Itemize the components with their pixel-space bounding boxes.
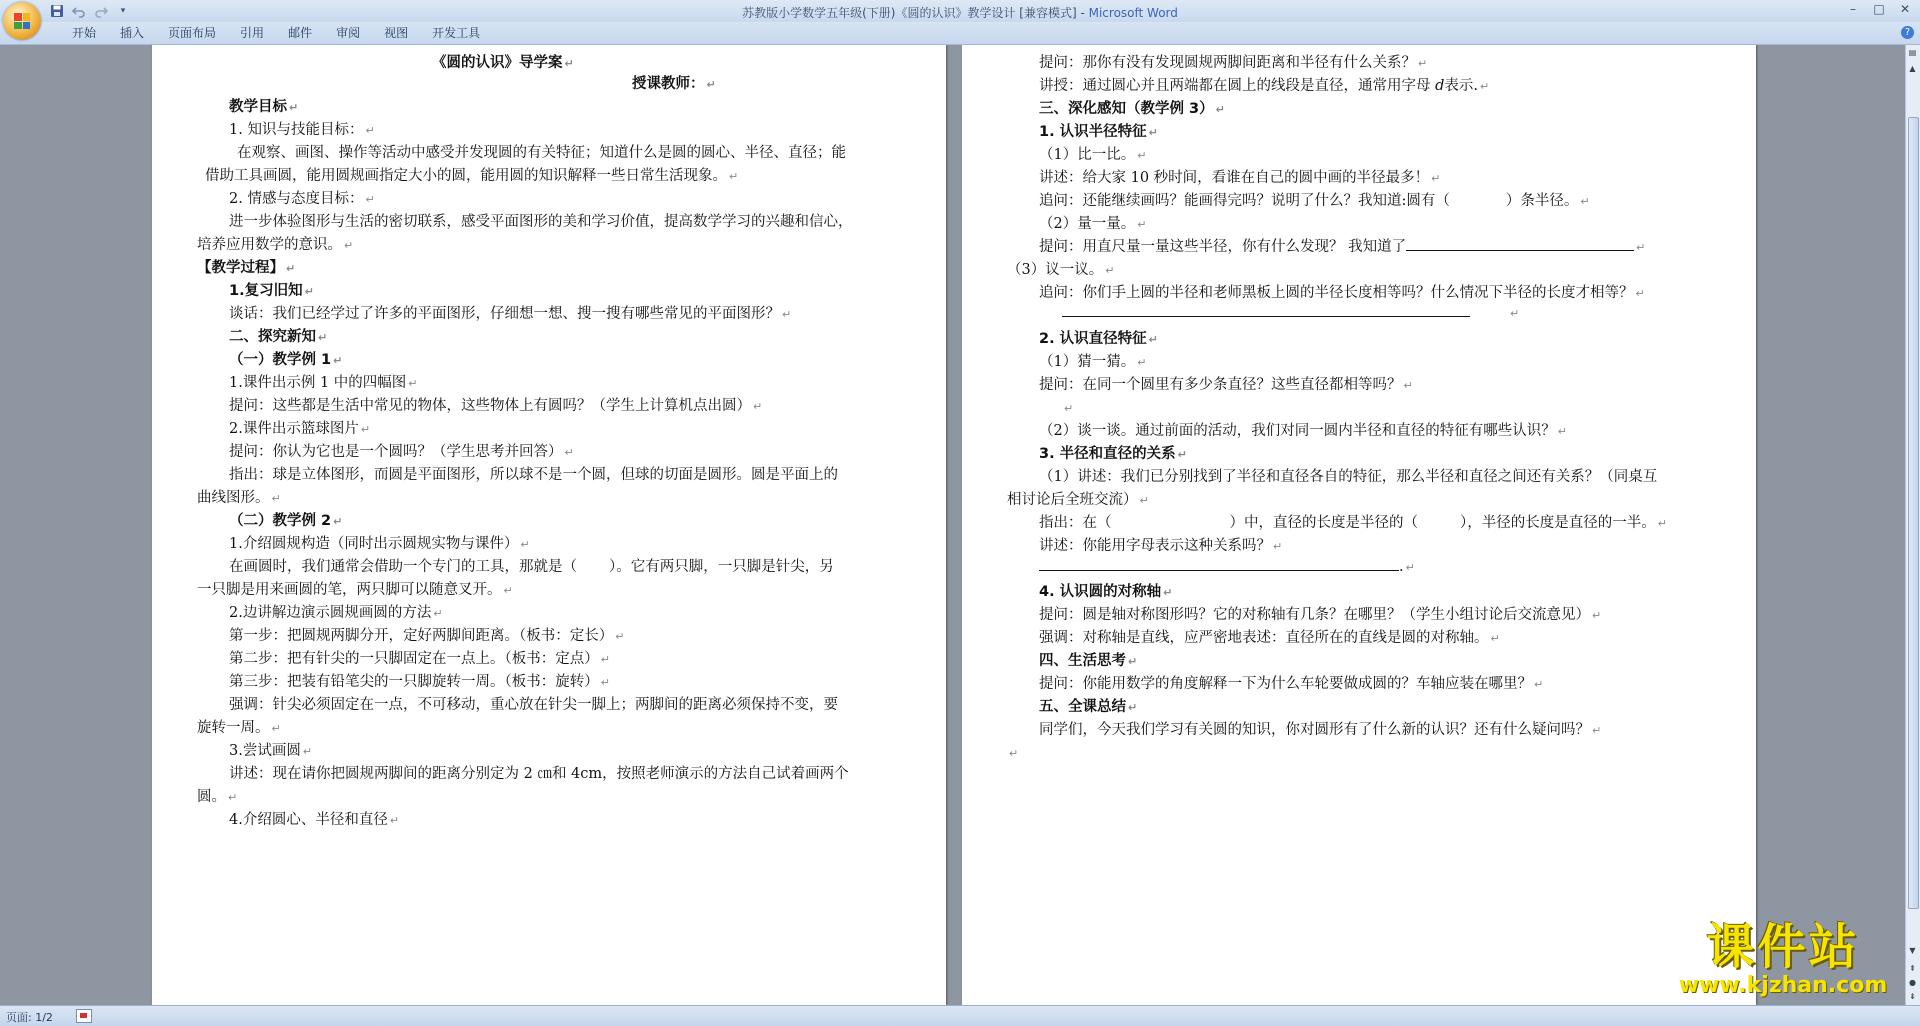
site-watermark-logo bbox=[1668, 920, 1898, 1006]
paragraph: （2）量一量。 ↵ bbox=[1039, 216, 1147, 232]
paragraph: 圆。 ↵ bbox=[197, 789, 238, 805]
subsection-heading: 3. 半径和直径的关系 ↵ bbox=[1039, 446, 1187, 462]
paragraph: 第一步：把圆规两脚分开，定好两脚间距离。（板书：定长） ↵ bbox=[229, 628, 625, 644]
paragraph: 提问：你认为它也是一个圆吗？（学生思考并回答） ↵ bbox=[229, 444, 574, 460]
paragraph: 在画圆时，我们通常会借助一个专门的工具，那就是（ ）。它有两只脚，一只脚是针尖，另 bbox=[229, 559, 834, 575]
section-heading: 【教学过程】 ↵ bbox=[197, 260, 296, 276]
paragraph: 指出：球是立体图形，而圆是平面图形，所以球不是一个圆，但球的切面是圆形。圆是平面上的 bbox=[229, 467, 838, 483]
tab-insert[interactable]: 插入 bbox=[120, 26, 145, 40]
subsection-heading: 1.复习旧知 ↵ bbox=[229, 283, 314, 299]
paragraph: 提问：圆是轴对称图形吗？它的对称轴有几条？在哪里？（学生小组讨论后交流意见） ↵ bbox=[1039, 607, 1602, 623]
select-browse-object-icon[interactable]: ● bbox=[1909, 978, 1916, 987]
paragraph: 指出：在（ ）中，直径的长度是半径的（ ），半径的长度是直径的一半。 ↵ bbox=[1039, 515, 1667, 531]
paragraph: . ↵ bbox=[1039, 557, 1415, 578]
paragraph: 2.课件出示篮球图片 ↵ bbox=[229, 421, 371, 437]
paragraph: 旋转一周。 ↵ bbox=[197, 720, 281, 736]
paragraph: 借助工具画圆，能用圆规画指定大小的圆，能用圆的知识解释一些日常生活现象。 ↵ bbox=[205, 168, 739, 184]
paragraph: 相讨论后全班交流） ↵ bbox=[1007, 492, 1149, 508]
page-indicator[interactable]: 页面: 1/2 bbox=[6, 1011, 53, 1024]
paragraph: 提问：你能用数学的角度解释一下为什么车轮要做成圆的？车轴应装在哪里？ ↵ bbox=[1039, 676, 1544, 692]
minimize-button[interactable]: – bbox=[1850, 2, 1856, 16]
paragraph: 强调：对称轴是直线，应严密地表述：直径所在的直线是圆的对称轴。 ↵ bbox=[1039, 630, 1500, 646]
customize-toolbar-icon[interactable]: ▾ bbox=[120, 6, 126, 16]
tab-references[interactable]: 引用 bbox=[240, 26, 265, 40]
scrollbar-thumb[interactable] bbox=[1908, 117, 1919, 909]
paragraph: 谈话：我们已经学过了许多的平面图形，仔细想一想、搜一搜有哪些常见的平面图形？ ↵ bbox=[229, 306, 792, 322]
paragraph: 一只脚是用来画圆的笔，两只脚可以随意叉开。 ↵ bbox=[197, 582, 513, 598]
paragraph: 提问：在同一个圆里有多少条直径？这些直径都相等吗？ ↵ bbox=[1039, 377, 1413, 393]
section-heading: 四、生活思考 ↵ bbox=[1039, 653, 1138, 669]
paragraph: 2. 情感与态度目标： ↵ bbox=[229, 191, 375, 207]
document-page-2[interactable] bbox=[962, 45, 1756, 1005]
paragraph: （3）议一议。 ↵ bbox=[1007, 262, 1115, 278]
tab-review[interactable]: 审阅 bbox=[336, 26, 361, 40]
paragraph: 4.介绍圆心、半径和直径 ↵ bbox=[229, 812, 400, 828]
tab-page-layout[interactable]: 页面布局 bbox=[168, 26, 217, 40]
subsection-heading: 1. 认识半径特征 ↵ bbox=[1039, 124, 1158, 140]
title-bar bbox=[0, 0, 1920, 22]
scroll-up-icon[interactable]: ▲ bbox=[1909, 64, 1916, 73]
answer-blank[interactable] bbox=[1039, 570, 1399, 571]
paragraph: 2.边讲解边演示圆规画圆的方法 ↵ bbox=[229, 605, 443, 621]
paragraph: 曲线图形。 ↵ bbox=[197, 490, 281, 506]
maximize-button[interactable]: □ bbox=[1873, 2, 1885, 16]
previous-page-icon[interactable]: ⇞ bbox=[1909, 964, 1916, 973]
app-name: Microsoft Word bbox=[1088, 6, 1178, 20]
vertical-scrollbar[interactable] bbox=[1905, 45, 1920, 1005]
answer-blank[interactable] bbox=[1406, 250, 1634, 251]
section-heading: 三、深化感知（教学例 3） ↵ bbox=[1039, 101, 1225, 117]
section-heading: 五、全课总结 ↵ bbox=[1039, 699, 1138, 715]
ribbon-tabs bbox=[60, 25, 492, 42]
office-button[interactable] bbox=[3, 2, 41, 40]
watermark-title: 课件站 bbox=[1706, 919, 1860, 975]
paragraph: （1）猜一猜。 ↵ bbox=[1039, 354, 1147, 370]
document-title: 苏教版小学数学五年级(下册)《圆的认识》教学设计 [兼容模式] bbox=[742, 6, 1077, 20]
proofing-status-icon[interactable] bbox=[76, 1009, 92, 1023]
paragraph: ↵ bbox=[1064, 402, 1074, 415]
paragraph: 提问：那你有没有发现圆规两脚间距离和半径有什么关系？ ↵ bbox=[1039, 55, 1428, 71]
section-heading: 教学目标 ↵ bbox=[229, 99, 299, 115]
paragraph: 讲述：给大家 10 秒时间，看谁在自己的圆中画的半径最多！ ↵ bbox=[1039, 170, 1441, 186]
office-logo-icon bbox=[14, 13, 30, 29]
document-page-1[interactable] bbox=[152, 45, 946, 1005]
paragraph: 提问：用直尺量一量这些半径，你有什么发现？ 我知道了 ↵ bbox=[1039, 239, 1646, 255]
paragraph: 1.介绍圆规构造（同时出示圆规实物与课件） ↵ bbox=[229, 536, 530, 552]
subsection-heading: 2. 认识直径特征 ↵ bbox=[1039, 331, 1158, 347]
paragraph: 3.尝试画圆 ↵ bbox=[229, 743, 313, 759]
paragraph: 第二步：把有针尖的一只脚固定在一点上。（板书：定点） ↵ bbox=[229, 651, 610, 667]
paragraph: 同学们，今天我们学习有关圆的知识，你对圆形有了什么新的认识？还有什么疑问吗？ ↵ bbox=[1039, 722, 1602, 738]
doc-title: 《圆的认识》导学案 ↵ bbox=[432, 55, 574, 71]
subsection-heading: （二）教学例 2 ↵ bbox=[229, 513, 343, 529]
subsection-heading: 4. 认识圆的对称轴 ↵ bbox=[1039, 584, 1173, 600]
paragraph: （2）谈一谈。通过前面的活动，我们对同一圆内半径和直径的特征有哪些认识？ ↵ bbox=[1039, 423, 1567, 439]
teacher-line: 授课教师： ↵ bbox=[632, 76, 716, 92]
tab-home[interactable]: 开始 bbox=[72, 26, 97, 40]
ribbon-tab-bar bbox=[0, 22, 1920, 45]
next-page-icon[interactable]: ⇟ bbox=[1909, 992, 1916, 1001]
help-icon[interactable]: ? bbox=[1901, 26, 1914, 39]
window-controls bbox=[1840, 0, 1918, 18]
tab-view[interactable]: 视图 bbox=[384, 26, 409, 40]
paragraph: ↵ bbox=[1062, 303, 1519, 324]
paragraph: 培养应用数学的意识。 ↵ bbox=[197, 237, 354, 253]
subsection-heading: 二、探究新知 ↵ bbox=[229, 329, 328, 345]
paragraph: 第三步：把装有铅笔尖的一只脚旋转一周。（板书：旋转） ↵ bbox=[229, 674, 610, 690]
paragraph: 在观察、画图、操作等活动中感受并发现圆的有关特征；知道什么是圆的圆心、半径、直径；能 bbox=[237, 145, 846, 161]
subsection-heading: （一）教学例 1 ↵ bbox=[229, 352, 343, 368]
paragraph: 提问：这些都是生活中常见的物体，这些物体上有圆吗？（学生上计算机点出圆） ↵ bbox=[229, 398, 763, 414]
answer-blank[interactable] bbox=[1062, 316, 1470, 317]
watermark-url: www.kjzhan.com bbox=[1678, 973, 1888, 998]
tab-developer[interactable]: 开发工具 bbox=[432, 26, 481, 40]
paragraph: 讲述：现在请你把圆规两脚间的距离分别定为 2 ㎝和 4cm，按照老师演示的方法自己试着画两个 bbox=[229, 766, 849, 782]
document-workspace bbox=[0, 45, 1906, 1005]
window-title bbox=[0, 4, 1920, 21]
paragraph: 1. 知识与技能目标： ↵ bbox=[229, 122, 375, 138]
paragraph: 追问：你们手上圆的半径和老师黑板上圆的半径长度相等吗？什么情况下半径的长度才相等？ ↵ bbox=[1039, 285, 1645, 301]
paragraph: 讲述：你能用字母表示这种关系吗？ ↵ bbox=[1039, 538, 1283, 554]
paragraph: 1.课件出示例 1 中的四幅图 ↵ bbox=[229, 375, 418, 391]
ruler-toggle-icon[interactable]: ▤ bbox=[1908, 48, 1917, 57]
tab-mailings[interactable]: 邮件 bbox=[288, 26, 313, 40]
close-button[interactable]: ✕ bbox=[1899, 2, 1911, 16]
status-bar bbox=[0, 1005, 1920, 1026]
paragraph: 讲授：通过圆心并且两端都在圆上的线段是直径，通常用字母 d表示. ↵ bbox=[1039, 78, 1490, 94]
paragraph: 追问：还能继续画吗？能画得完吗？说明了什么？我知道:圆有（ ）条半径。 ↵ bbox=[1039, 193, 1590, 209]
paragraph: 进一步体验图形与生活的密切联系，感受平面图形的美和学习价值，提高数学学习的兴趣和信心， bbox=[229, 214, 853, 230]
scroll-down-icon[interactable]: ▼ bbox=[1909, 946, 1916, 955]
paragraph: 强调：针尖必须固定在一点，不可移动，重心放在针尖一脚上；两脚间的距离必须保持不变，要 bbox=[229, 697, 838, 713]
paragraph: （1）讲述：我们已分别找到了半径和直径各自的特征，那么半径和直径之间还有关系？（同桌互 bbox=[1039, 469, 1658, 485]
title-separator: - bbox=[1076, 6, 1089, 20]
paragraph: ↵ bbox=[1009, 747, 1019, 760]
paragraph: （1）比一比。 ↵ bbox=[1039, 147, 1147, 163]
